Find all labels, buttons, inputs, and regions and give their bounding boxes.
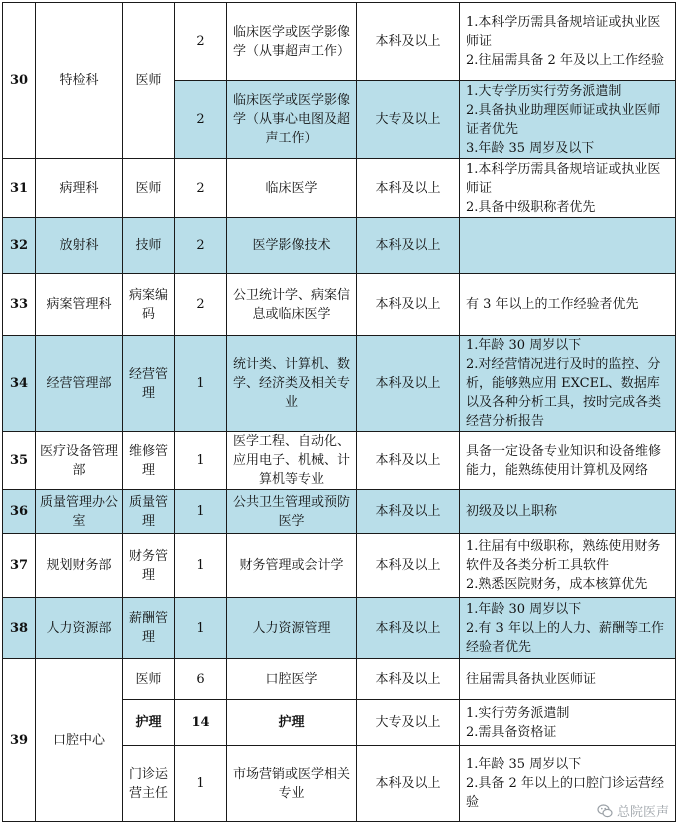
recruitment-table [2,2,676,822]
major-cell: 财务管理或会计学 [227,534,357,598]
requirement-cell [460,700,676,746]
requirement-cell [460,432,676,490]
department-cell: 特检科 [36,3,123,159]
education-cell: 本科及以上 [357,274,460,336]
count-cell: 1 [175,490,227,534]
row-number: 34 [3,336,36,432]
position-cell: 医师 [123,159,175,218]
major-cell: 人力资源管理 [227,598,357,659]
position-cell: 财务管理 [123,534,175,598]
requirement-cell [460,659,676,700]
education-cell: 本科及以上 [357,3,460,81]
table-row [3,534,676,598]
table-row [3,274,676,336]
row-number: 38 [3,598,36,659]
position-cell: 病案编码 [123,274,175,336]
position-cell: 门诊运营主任 [123,746,175,822]
education-cell: 本科及以上 [357,432,460,490]
department-cell: 人力资源部 [36,598,123,659]
requirement-cell [460,159,676,218]
requirement-line: 1.年龄 35 周岁以下 [466,757,582,772]
major-cell: 医学影像技术 [227,218,357,274]
requirement-line: 3.年龄 35 周岁及以下 [466,140,595,156]
education-cell: 本科及以上 [357,598,460,659]
requirement-line: 2.具备 2 年以上的口腔门诊运营经验 [466,776,664,810]
education-cell: 本科及以上 [357,534,460,598]
major-cell: 医学工程、自动化、应用电子、机械、计算机等专业 [227,432,357,490]
requirement-line: 1.本科学历需具备规培证或执业医师证 [466,161,661,196]
requirement-line: 1.年龄 30 周岁以下 [466,338,582,353]
major-cell: 统计类、计算机、数学、经济类及相关专业 [227,336,357,432]
requirement-line: 2.往届需具备 2 年及以上工作经验 [466,53,664,68]
count-cell: 1 [175,336,227,432]
table-row [3,598,676,659]
position-cell: 维修管理 [123,432,175,490]
requirement-line: 1.实行劳务派遣制 [466,705,570,721]
requirement-line: 具备一定设备专业知识和设备维修能力，能熟练使用计算机及网络 [466,443,662,478]
education-cell: 本科及以上 [357,159,460,218]
count-cell: 1 [175,598,227,659]
position-cell: 薪酬管理 [123,598,175,659]
count-cell: 14 [175,700,227,746]
count-cell: 2 [175,3,227,81]
row-number: 31 [3,159,36,218]
position-cell: 经营管理 [123,336,175,432]
count-cell: 1 [175,432,227,490]
requirement-line: 2.熟悉医院财务，成本核算优先 [466,577,648,592]
row-number: 33 [3,274,36,336]
education-cell: 本科及以上 [357,659,460,700]
department-cell: 病理科 [36,159,123,218]
position-cell: 医师 [123,3,175,159]
requirement-line: 有 3 年以上的工作经验者优先 [466,297,639,312]
table-row [3,336,676,432]
row-number: 39 [3,659,36,822]
education-cell: 本科及以上 [357,336,460,432]
department-cell: 经营管理部 [36,336,123,432]
major-cell: 临床医学 [227,159,357,218]
requirement-cell [460,274,676,336]
major-cell: 公共卫生管理或预防医学 [227,490,357,534]
table-row [3,159,676,218]
department-cell: 放射科 [36,218,123,274]
department-cell: 病案管理科 [36,274,123,336]
education-cell: 本科及以上 [357,746,460,822]
requirement-line: 1.大专学历实行劳务派遣制 [466,83,622,99]
requirement-cell [460,490,676,534]
requirement-line: 初级及以上职称 [466,504,558,519]
requirement-line: 2.有 3 年以上的人力、薪酬等工作经验者优先 [466,620,664,655]
education-cell: 本科及以上 [357,490,460,534]
count-cell: 6 [175,659,227,700]
requirement-line: 2.具备中级职称者优先 [466,199,596,215]
requirement-cell [460,3,676,81]
department-cell: 医疗设备管理部 [36,432,123,490]
education-cell: 大专及以上 [357,81,460,159]
table-row [3,490,676,534]
major-cell: 护理 [227,700,357,746]
education-cell: 本科及以上 [357,218,460,274]
table-row [3,659,676,700]
position-cell: 护理 [123,700,175,746]
position-cell: 技师 [123,218,175,274]
major-cell: 市场营销或医学相关专业 [227,746,357,822]
table-row [3,3,676,81]
education-cell: 大专及以上 [357,700,460,746]
row-number: 32 [3,218,36,274]
count-cell: 2 [175,218,227,274]
major-cell: 公卫统计学、病案信息或临床医学 [227,274,357,336]
requirement-cell [460,534,676,598]
wechat-icon [597,803,613,819]
row-number: 35 [3,432,36,490]
count-cell: 2 [175,81,227,159]
count-cell: 1 [175,746,227,822]
requirement-cell [460,218,676,274]
requirement-cell [460,336,676,432]
major-cell: 临床医学或医学影像学（从事心电图及超声工作） [227,81,357,159]
requirement-line: 2.需具备资格证 [466,724,557,740]
row-number: 36 [3,490,36,534]
watermark [597,801,669,820]
major-cell: 临床医学或医学影像学（从事超声工作） [227,3,357,81]
requirement-line: 1.本科学历需具备规培证或执业医师证 [466,15,661,49]
table-row [3,218,676,274]
department-cell: 规划财务部 [36,534,123,598]
watermark-text: 总院医声 [616,805,669,820]
requirement-cell [460,598,676,659]
position-cell: 质量管理 [123,490,175,534]
department-cell: 质量管理办公室 [36,490,123,534]
table-row [3,432,676,490]
requirement-line: 往届需具备执业医师证 [466,671,597,687]
department-cell: 口腔中心 [36,659,123,822]
requirement-cell [460,81,676,159]
requirement-line: 1.年龄 30 周岁以下 [466,601,582,617]
count-cell: 2 [175,159,227,218]
position-cell: 医师 [123,659,175,700]
count-cell: 2 [175,274,227,336]
row-number: 37 [3,534,36,598]
requirement-line: 2.对经营情况进行及时的监控、分析，能够熟应用 EXCEL、数据库以及各种分析工具，按时完成各类经营分析报告 [466,357,662,429]
count-cell: 1 [175,534,227,598]
requirement-line: 1.往届有中级职称，熟练使用财务软件及各类分析工具软件 [466,539,661,573]
requirement-line: 2.具备执业助理医师证或执业医师证者优先 [466,102,661,137]
major-cell: 口腔医学 [227,659,357,700]
row-number: 30 [3,3,36,159]
